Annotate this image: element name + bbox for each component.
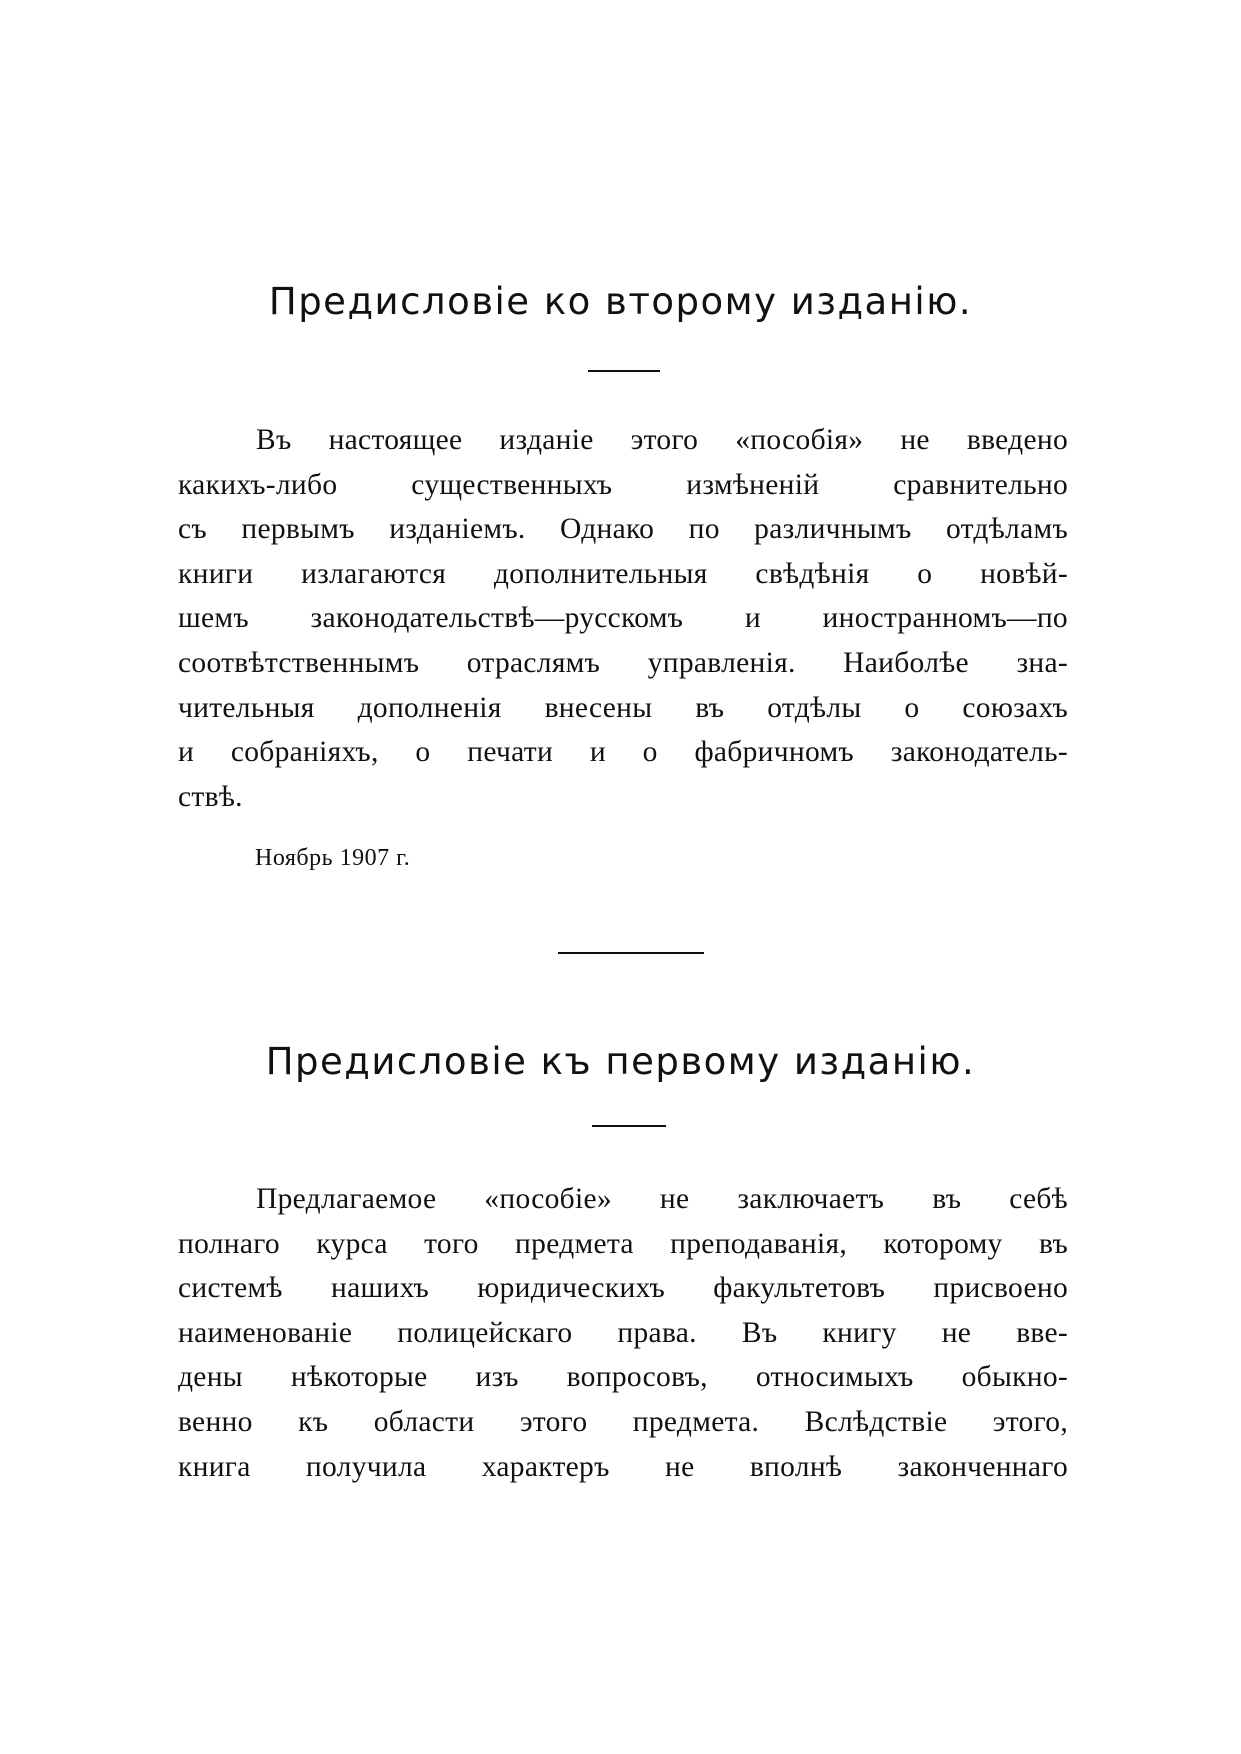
preface-second-paragraph bbox=[178, 418, 1068, 819]
text-line: системѣ нашихъ юридическихъ факультетовъ присвоено bbox=[178, 1272, 1068, 1305]
title-underline-rule bbox=[592, 1125, 666, 1127]
text-line: шемъ законодательствѣ—русскомъ и иностранномъ—по bbox=[178, 602, 1068, 635]
text-line: ствѣ. bbox=[178, 780, 243, 813]
text-line: дены нѣкоторые изъ вопросовъ, относимыхъ обыкно- bbox=[178, 1361, 1068, 1394]
text-line: наименованіе полицейскаго права. Въ книгу не вве- bbox=[178, 1316, 1068, 1349]
section-divider-rule bbox=[558, 952, 704, 954]
text-line: венно къ области этого предмета. Вслѣдствіе этого, bbox=[178, 1405, 1068, 1438]
text-line: съ первымъ изданіемъ. Однако по различнымъ отдѣламъ bbox=[178, 513, 1068, 546]
text-line: и собраніяхъ, о печати и о фабричномъ законодатель- bbox=[178, 736, 1068, 769]
text-line: чительныя дополненія внесены въ отдѣлы о союзахъ bbox=[178, 691, 1068, 724]
title-underline-rule bbox=[588, 370, 660, 372]
text-line: Въ настоящее изданіе этого «пособія» не введено bbox=[256, 424, 1068, 456]
preface-first-paragraph bbox=[178, 1177, 1068, 1489]
text-line: полнаго курса того предмета преподаванія, которому въ bbox=[178, 1227, 1068, 1260]
text-line: книга получила характеръ не вполнѣ законченнаго bbox=[178, 1450, 1068, 1483]
text-line: какихъ-либо существенныхъ измѣненій сравнительно bbox=[178, 468, 1068, 501]
preface-date: Ноябрь 1907 г. bbox=[255, 845, 411, 871]
preface-second-title: Предисловіе ко второму изданію. bbox=[268, 280, 973, 323]
text-line: книги излагаются дополнительныя свѣдѣнія о новѣй- bbox=[178, 557, 1068, 590]
text-line: соотвѣтственнымъ отраслямъ управленія. Наиболѣе зна- bbox=[178, 646, 1068, 679]
preface-first-title: Предисловіе къ первому изданію. bbox=[265, 1040, 976, 1083]
text-line: Предлагаемое «пособіе» не заключаетъ въ себѣ bbox=[256, 1183, 1068, 1215]
